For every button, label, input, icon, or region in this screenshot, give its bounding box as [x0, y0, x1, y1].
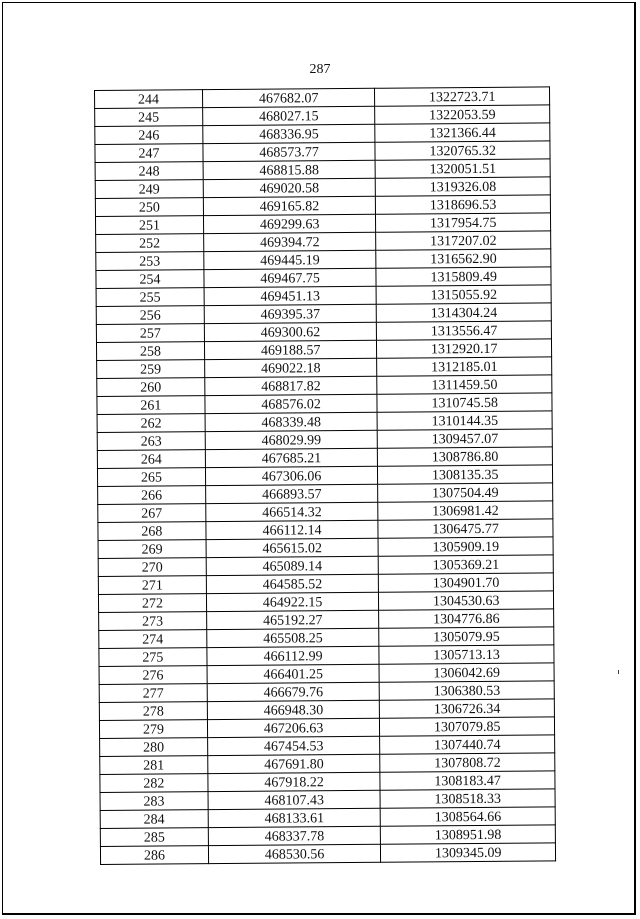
- coordinate-table-container: [94, 86, 556, 865]
- point-number-cell: 269: [98, 540, 206, 559]
- x-coordinate-cell: 466112.99: [207, 646, 380, 665]
- point-number-cell: 268: [98, 522, 206, 541]
- y-coordinate-cell: 1308183.47: [380, 771, 555, 790]
- y-coordinate-cell: 1307079.85: [380, 717, 555, 736]
- x-coordinate-cell: 466948.30: [207, 700, 380, 719]
- point-number-cell: 246: [95, 126, 203, 145]
- y-coordinate-cell: 1309457.07: [378, 429, 553, 448]
- x-coordinate-cell: 464922.15: [206, 592, 379, 611]
- y-coordinate-cell: 1308564.66: [381, 807, 556, 826]
- y-coordinate-cell: 1315055.92: [376, 285, 551, 304]
- y-coordinate-cell: 1317954.75: [376, 213, 551, 232]
- x-coordinate-cell: 468027.15: [203, 106, 376, 125]
- y-coordinate-cell: 1320765.32: [375, 141, 550, 160]
- y-coordinate-cell: 1316562.90: [376, 249, 551, 268]
- y-coordinate-cell: 1313556.47: [377, 321, 552, 340]
- y-coordinate-cell: 1307504.49: [378, 483, 553, 502]
- point-number-cell: 257: [96, 324, 204, 343]
- table-row: [100, 843, 555, 865]
- y-coordinate-cell: 1308518.33: [380, 789, 555, 808]
- point-number-cell: 252: [96, 234, 204, 253]
- x-coordinate-cell: 466112.14: [206, 520, 379, 539]
- y-coordinate-cell: 1305909.19: [378, 537, 553, 556]
- x-coordinate-cell: 465192.27: [206, 610, 379, 629]
- point-number-cell: 274: [99, 630, 207, 649]
- y-coordinate-cell: 1314304.24: [377, 303, 552, 322]
- scan-speck: [618, 670, 619, 674]
- y-coordinate-cell: 1309345.09: [381, 843, 556, 862]
- y-coordinate-cell: 1307808.72: [380, 753, 555, 772]
- point-number-cell: 264: [97, 450, 205, 469]
- page-number: 287: [309, 62, 331, 77]
- y-coordinate-cell: 1305369.21: [379, 555, 554, 574]
- point-number-cell: 248: [95, 162, 203, 181]
- x-coordinate-cell: 467306.06: [205, 466, 378, 485]
- point-number-cell: 273: [99, 612, 207, 631]
- y-coordinate-cell: 1304530.63: [379, 591, 554, 610]
- point-number-cell: 249: [95, 180, 203, 199]
- x-coordinate-cell: 469445.19: [204, 250, 377, 269]
- point-number-cell: 280: [100, 738, 208, 757]
- x-coordinate-cell: 466401.25: [207, 664, 380, 683]
- coordinate-table: [94, 86, 556, 865]
- x-coordinate-cell: 469299.63: [203, 214, 376, 233]
- point-number-cell: 281: [100, 756, 208, 775]
- y-coordinate-cell: 1305079.95: [379, 627, 554, 646]
- point-number-cell: 253: [96, 252, 204, 271]
- point-number-cell: 283: [100, 792, 208, 811]
- x-coordinate-cell: 469394.72: [203, 232, 376, 251]
- coordinate-table-body: [95, 87, 556, 865]
- x-coordinate-cell: 468815.88: [203, 160, 376, 179]
- x-coordinate-cell: 465615.02: [206, 538, 379, 557]
- y-coordinate-cell: 1310745.58: [377, 393, 552, 412]
- point-number-cell: 259: [97, 360, 205, 379]
- point-number-cell: 244: [95, 90, 203, 109]
- y-coordinate-cell: 1322053.59: [375, 105, 550, 124]
- y-coordinate-cell: 1306380.53: [380, 681, 555, 700]
- point-number-cell: 270: [98, 558, 206, 577]
- x-coordinate-cell: 466679.76: [207, 682, 380, 701]
- x-coordinate-cell: 467454.53: [207, 736, 380, 755]
- point-number-cell: 265: [97, 468, 205, 487]
- x-coordinate-cell: 468339.48: [205, 412, 378, 431]
- x-coordinate-cell: 466893.57: [205, 484, 378, 503]
- x-coordinate-cell: 464585.52: [206, 574, 379, 593]
- point-number-cell: 271: [98, 576, 206, 595]
- y-coordinate-cell: 1320051.51: [375, 159, 550, 178]
- x-coordinate-cell: 467685.21: [205, 448, 378, 467]
- y-coordinate-cell: 1306475.77: [378, 519, 553, 538]
- x-coordinate-cell: 467682.07: [202, 88, 375, 107]
- point-number-cell: 262: [97, 414, 205, 433]
- point-number-cell: 267: [98, 504, 206, 523]
- point-number-cell: 254: [96, 270, 204, 289]
- y-coordinate-cell: 1308786.80: [378, 447, 553, 466]
- point-number-cell: 282: [100, 774, 208, 793]
- point-number-cell: 276: [99, 666, 207, 685]
- x-coordinate-cell: 467918.22: [208, 772, 381, 791]
- x-coordinate-cell: 468029.99: [205, 430, 378, 449]
- y-coordinate-cell: 1310144.35: [377, 411, 552, 430]
- x-coordinate-cell: 467691.80: [208, 754, 381, 773]
- point-number-cell: 286: [100, 846, 208, 865]
- y-coordinate-cell: 1304901.70: [379, 573, 554, 592]
- point-number-cell: 255: [96, 288, 204, 307]
- y-coordinate-cell: 1321366.44: [375, 123, 550, 142]
- y-coordinate-cell: 1317207.02: [376, 231, 551, 250]
- x-coordinate-cell: 469395.37: [204, 304, 377, 323]
- x-coordinate-cell: 468337.78: [208, 826, 381, 845]
- point-number-cell: 272: [98, 594, 206, 613]
- x-coordinate-cell: 469165.82: [203, 196, 376, 215]
- y-coordinate-cell: 1312920.17: [377, 339, 552, 358]
- y-coordinate-cell: 1306042.69: [379, 663, 554, 682]
- x-coordinate-cell: 468336.95: [203, 124, 376, 143]
- x-coordinate-cell: 468133.61: [208, 808, 381, 827]
- x-coordinate-cell: 469467.75: [204, 268, 377, 287]
- point-number-cell: 284: [100, 810, 208, 829]
- point-number-cell: 245: [95, 108, 203, 127]
- point-number-cell: 251: [95, 216, 203, 235]
- point-number-cell: 258: [96, 342, 204, 361]
- y-coordinate-cell: 1322723.71: [375, 87, 550, 106]
- x-coordinate-cell: 465089.14: [206, 556, 379, 575]
- y-coordinate-cell: 1315809.49: [376, 267, 551, 286]
- x-coordinate-cell: 468817.82: [205, 376, 378, 395]
- y-coordinate-cell: 1319326.08: [376, 177, 551, 196]
- x-coordinate-cell: 469300.62: [204, 322, 377, 341]
- y-coordinate-cell: 1306981.42: [378, 501, 553, 520]
- y-coordinate-cell: 1308135.35: [378, 465, 553, 484]
- x-coordinate-cell: 469188.57: [204, 340, 377, 359]
- point-number-cell: 279: [99, 720, 207, 739]
- y-coordinate-cell: 1308951.98: [381, 825, 556, 844]
- point-number-cell: 263: [97, 432, 205, 451]
- point-number-cell: 260: [97, 378, 205, 397]
- point-number-cell: 256: [96, 306, 204, 325]
- point-number-cell: 285: [100, 828, 208, 847]
- y-coordinate-cell: 1307440.74: [380, 735, 555, 754]
- y-coordinate-cell: 1311459.50: [377, 375, 552, 394]
- x-coordinate-cell: 469020.58: [203, 178, 376, 197]
- point-number-cell: 266: [98, 486, 206, 505]
- y-coordinate-cell: 1305713.13: [379, 645, 554, 664]
- x-coordinate-cell: 469022.18: [204, 358, 377, 377]
- point-number-cell: 277: [99, 684, 207, 703]
- x-coordinate-cell: 468107.43: [208, 790, 381, 809]
- x-coordinate-cell: 468530.56: [208, 844, 381, 863]
- point-number-cell: 250: [95, 198, 203, 217]
- point-number-cell: 275: [99, 648, 207, 667]
- x-coordinate-cell: 466514.32: [206, 502, 379, 521]
- y-coordinate-cell: 1306726.34: [380, 699, 555, 718]
- x-coordinate-cell: 468573.77: [203, 142, 376, 161]
- x-coordinate-cell: 469451.13: [204, 286, 377, 305]
- x-coordinate-cell: 468576.02: [205, 394, 378, 413]
- point-number-cell: 278: [99, 702, 207, 721]
- x-coordinate-cell: 467206.63: [207, 718, 380, 737]
- y-coordinate-cell: 1312185.01: [377, 357, 552, 376]
- x-coordinate-cell: 465508.25: [207, 628, 380, 647]
- y-coordinate-cell: 1304776.86: [379, 609, 554, 628]
- y-coordinate-cell: 1318696.53: [376, 195, 551, 214]
- point-number-cell: 247: [95, 144, 203, 163]
- point-number-cell: 261: [97, 396, 205, 415]
